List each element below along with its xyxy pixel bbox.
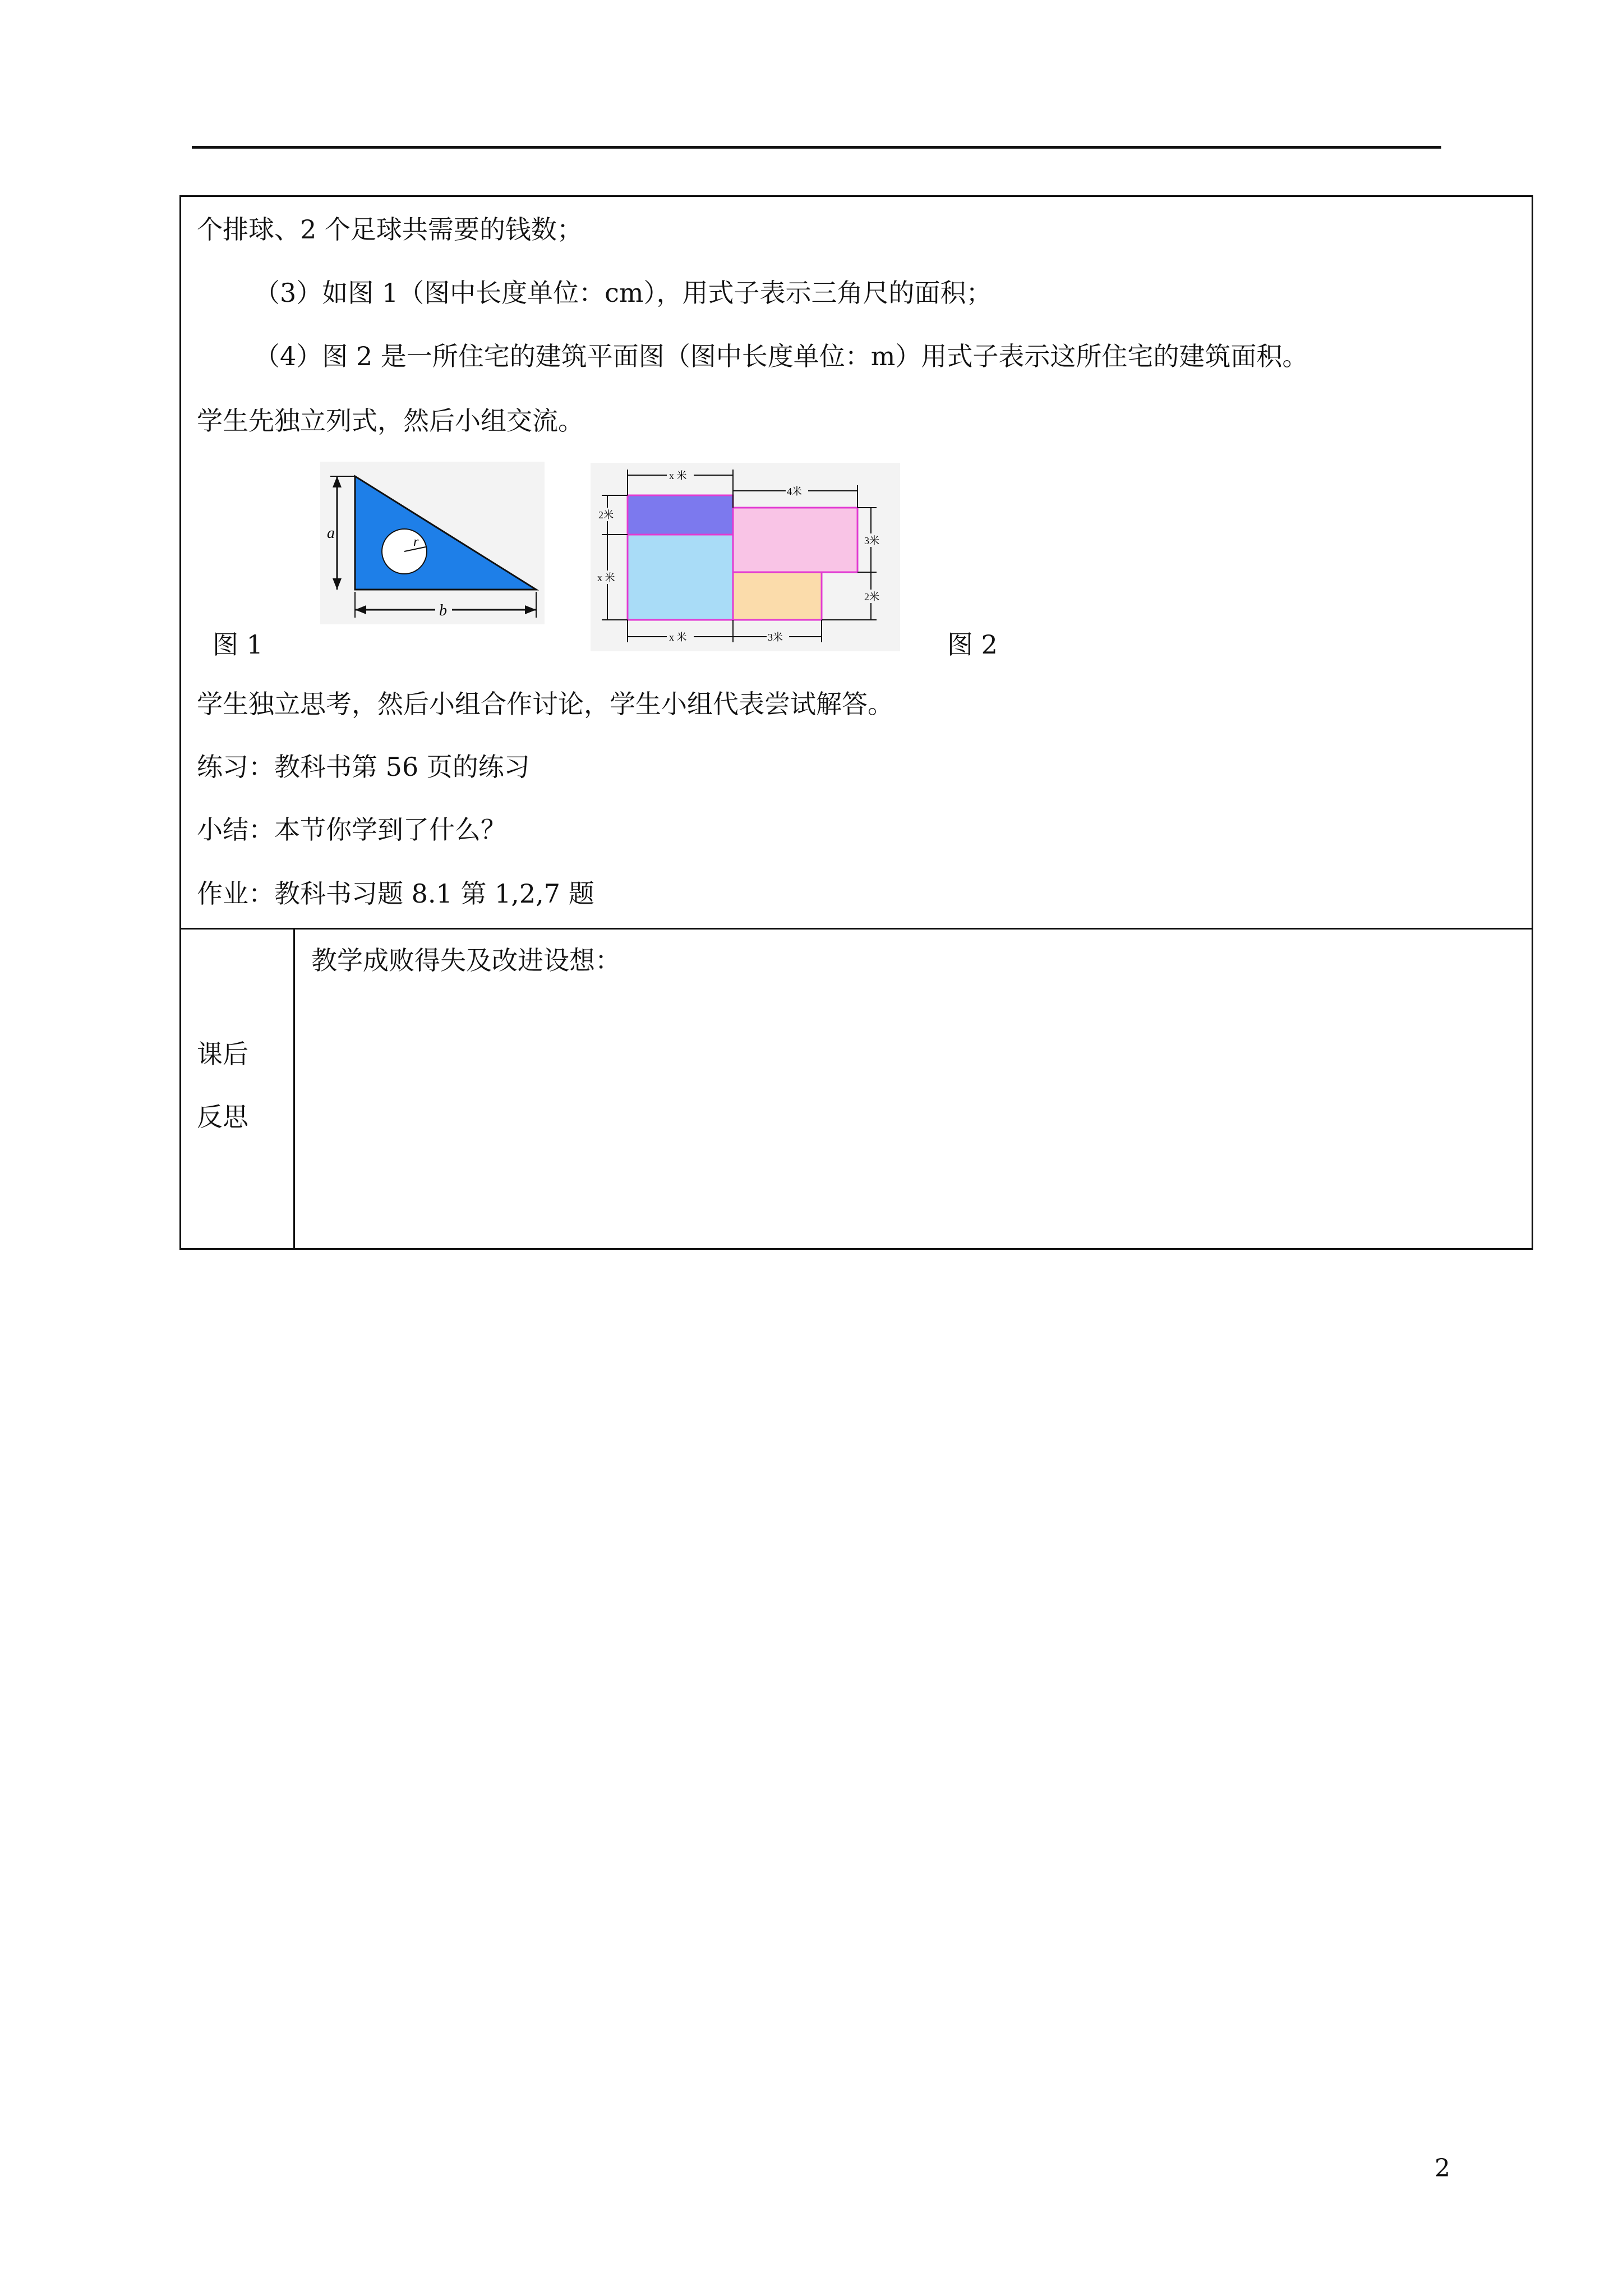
text-line-6: 练习：教科书第 56 页的练习 [197, 752, 530, 782]
label-b: b [439, 602, 447, 619]
room-purple [628, 495, 733, 535]
reflection-title: 教学成败得失及改进设想： [311, 945, 621, 976]
text-line-2: （3）如图 1（图中长度单位：cm），用式子表示三角尺的面积； [254, 278, 992, 308]
header-rule [192, 146, 1441, 149]
room-pink [733, 508, 857, 572]
label-left-2: 2米 [598, 509, 614, 521]
label-top-4: 4米 [787, 486, 802, 497]
figure-1-triangle [320, 462, 545, 624]
label-right-3: 3米 [864, 535, 879, 546]
label-bottom-x: x 米 [669, 632, 687, 643]
label-top-x: x 米 [669, 470, 687, 481]
label-a: a [327, 524, 335, 542]
row-divider [181, 928, 1532, 930]
column-divider [293, 928, 295, 1250]
label-right-2: 2米 [864, 591, 879, 602]
figure-2-floor-plan [591, 463, 900, 651]
text-line-1: 个排球、2 个足球共需要的钱数； [197, 214, 583, 245]
label-left-x: x 米 [597, 572, 615, 583]
text-line-7: 小结：本节你学到了什么？ [197, 815, 506, 845]
room-orange [733, 572, 822, 620]
label-bottom-3: 3米 [768, 632, 783, 643]
label-r: r [413, 535, 419, 549]
reflection-label-line2: 反思 [197, 1102, 248, 1132]
figure-1-caption: 图 1 [213, 629, 263, 660]
text-line-3: （4）图 2 是一所住宅的建筑平面图（图中长度单位：m）用式子表示这所住宅的建筑面积。 [254, 341, 1308, 371]
text-line-8: 作业：教科书习题 8.1 第 1,2,7 题 [197, 878, 594, 909]
reflection-label-line1: 课后 [197, 1039, 248, 1069]
text-line-5: 学生独立思考，然后小组合作讨论，学生小组代表尝试解答。 [197, 689, 893, 719]
lesson-table [179, 195, 1533, 1250]
room-blue [628, 535, 733, 620]
figure-2-caption: 图 2 [947, 629, 998, 660]
text-line-4: 学生先独立列式，然后小组交流。 [197, 406, 584, 436]
page-number: 2 [1435, 2154, 1450, 2183]
